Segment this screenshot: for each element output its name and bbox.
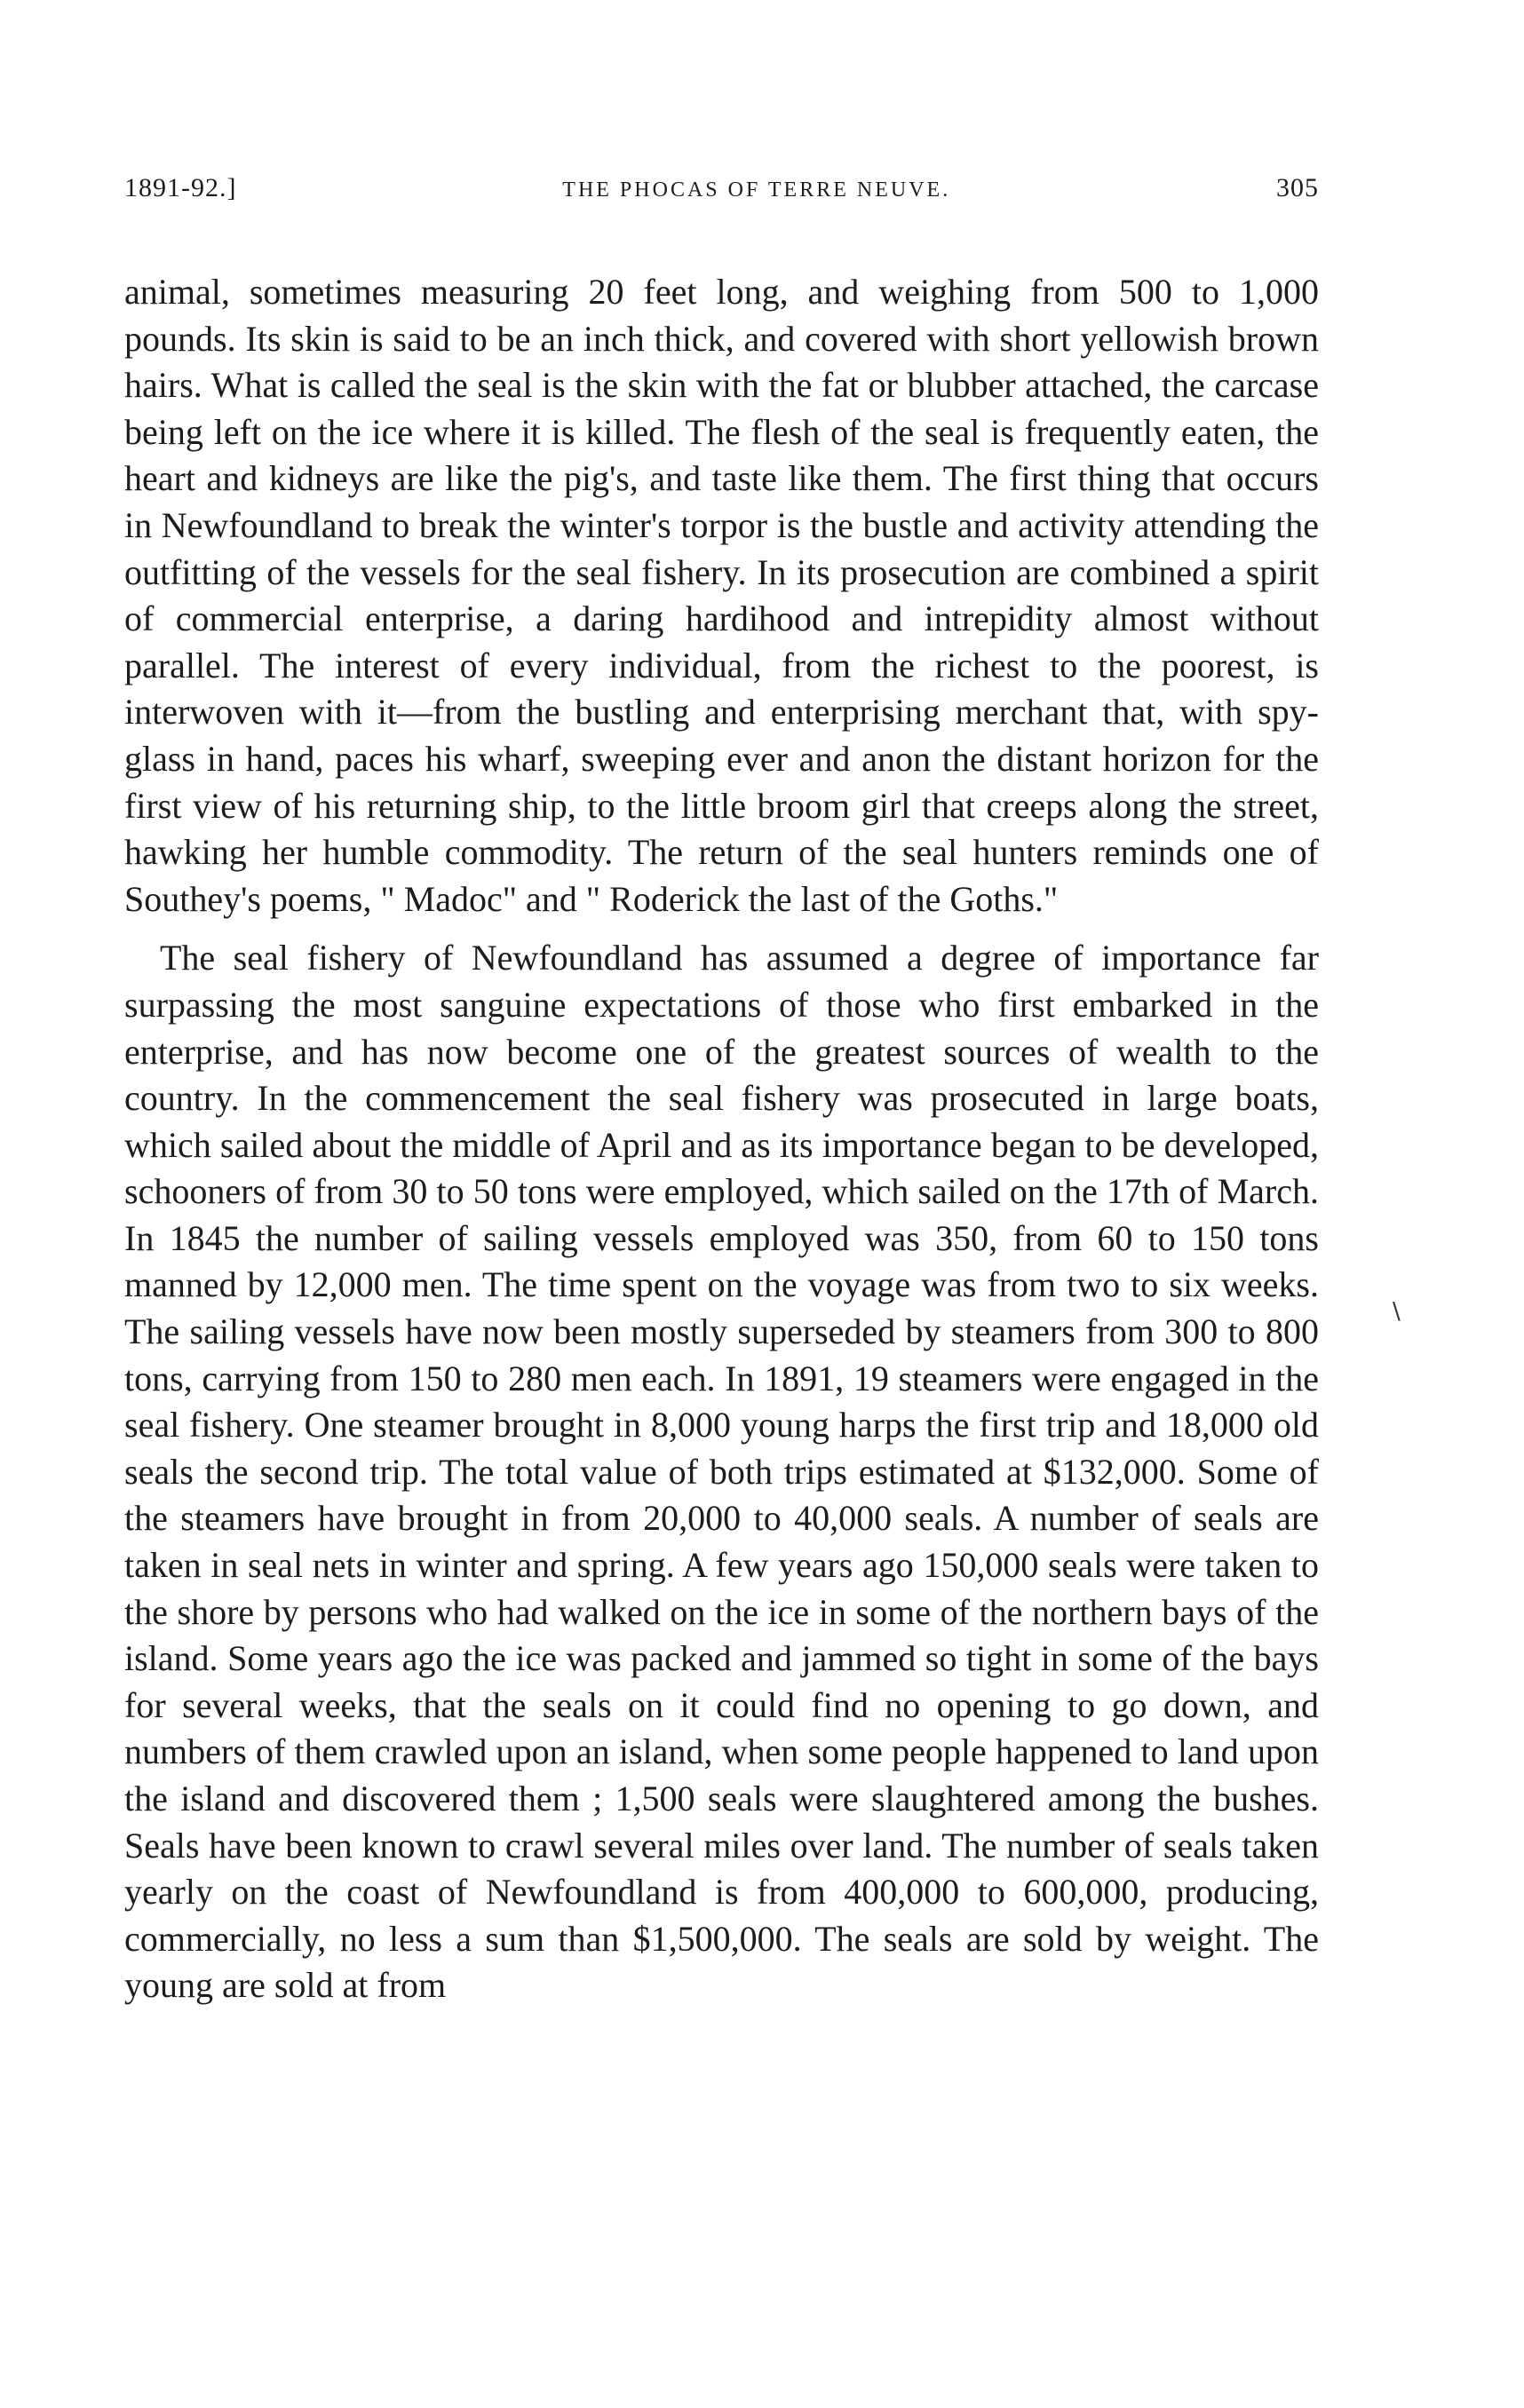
stray-ink-mark: ∖ [1388,1299,1403,1325]
header-title: THE PHOCAS OF TERRE NEUVE. [562,178,951,202]
body-text [124,269,1319,2009]
running-header [124,173,1319,218]
paragraph: animal, sometimes measuring 20 feet long, and weighing from 500 to 1,000 pounds. Its skin is said to be an inch thick, and covered with short yellowish brown hairs. What is called the seal is the skin with the fat or blubber attached, the carcase being left on the ice where it is killed. The flesh of the seal is frequently eaten, the heart and kidneys are like the pig's, and taste like them. The first thing that occurs in Newfoundland to break the winter's torpor is the bustle and activity attending the outfitting of the vessels for the seal fishery. In its prosecution are combined a spirit of commercial enterprise, a daring hardihood and intrepidity almost without parallel. The interest of every individual, from the richest to the poorest, is interwoven with it—from the bustling and enterprising merchant that, with spy-glass in hand, paces his wharf, sweeping ever and anon the distant horizon for the first view of his returning ship, to the little broom girl that creeps along the street, hawking her humble commodity. The return of the seal hunters reminds one of Southey's poems, " Madoc" and " Roderick the last of the Goths." [124,272,1319,919]
page [124,173,1319,2009]
page-number: 305 [1276,173,1319,202]
paragraph: The seal fishery of Newfoundland has assumed a degree of importance far surpassing the most sanguine expectations of those who first embarked in the enterprise, and has now become one of the greatest sources of wealth to the country. In the commencement the seal fishery was prosecuted in large boats, which sailed about the middle of April and as its importance began to be developed, schooners of from 30 to 50 tons were employed, which sailed on the 17th of March. In 1845 the number of sailing vessels employed was 350, from 60 to 150 tons manned by 12,000 men. The time spent on the voyage was from two to six weeks. The sailing vessels have now been mostly superseded by steamers from 300 to 800 tons, carrying from 150 to 280 men each. In 1891, 19 steamers were engaged in the seal fishery. One steamer brought in 8,000 young harps the first trip and 18,000 old seals the second trip. The total value of both trips estimated at $132,000. Some of the steamers have brought in from 20,000 to 40,000 seals. A number of seals are taken in seal nets in winter and spring. A few years ago 150,000 seals were taken to the shore by persons who had walked on the ice in some of the northern bays of the island. Some years ago the ice was packed and jammed so tight in some of the bays for several weeks, that the seals on it could find no opening to go down, and numbers of them crawled upon an island, when some people happened to land upon the island and discovered them ; 1,500 seals were slaughtered among the bushes. Seals have been known to crawl several miles over land. The number of seals taken yearly on the coast of Newfoundland is from 400,000 to 600,000, producing, commercially, no less a sum than $1,500,000. The seals are sold by weight. The young are sold at from [124,938,1319,2006]
header-year: 1891-92.] [124,173,237,202]
